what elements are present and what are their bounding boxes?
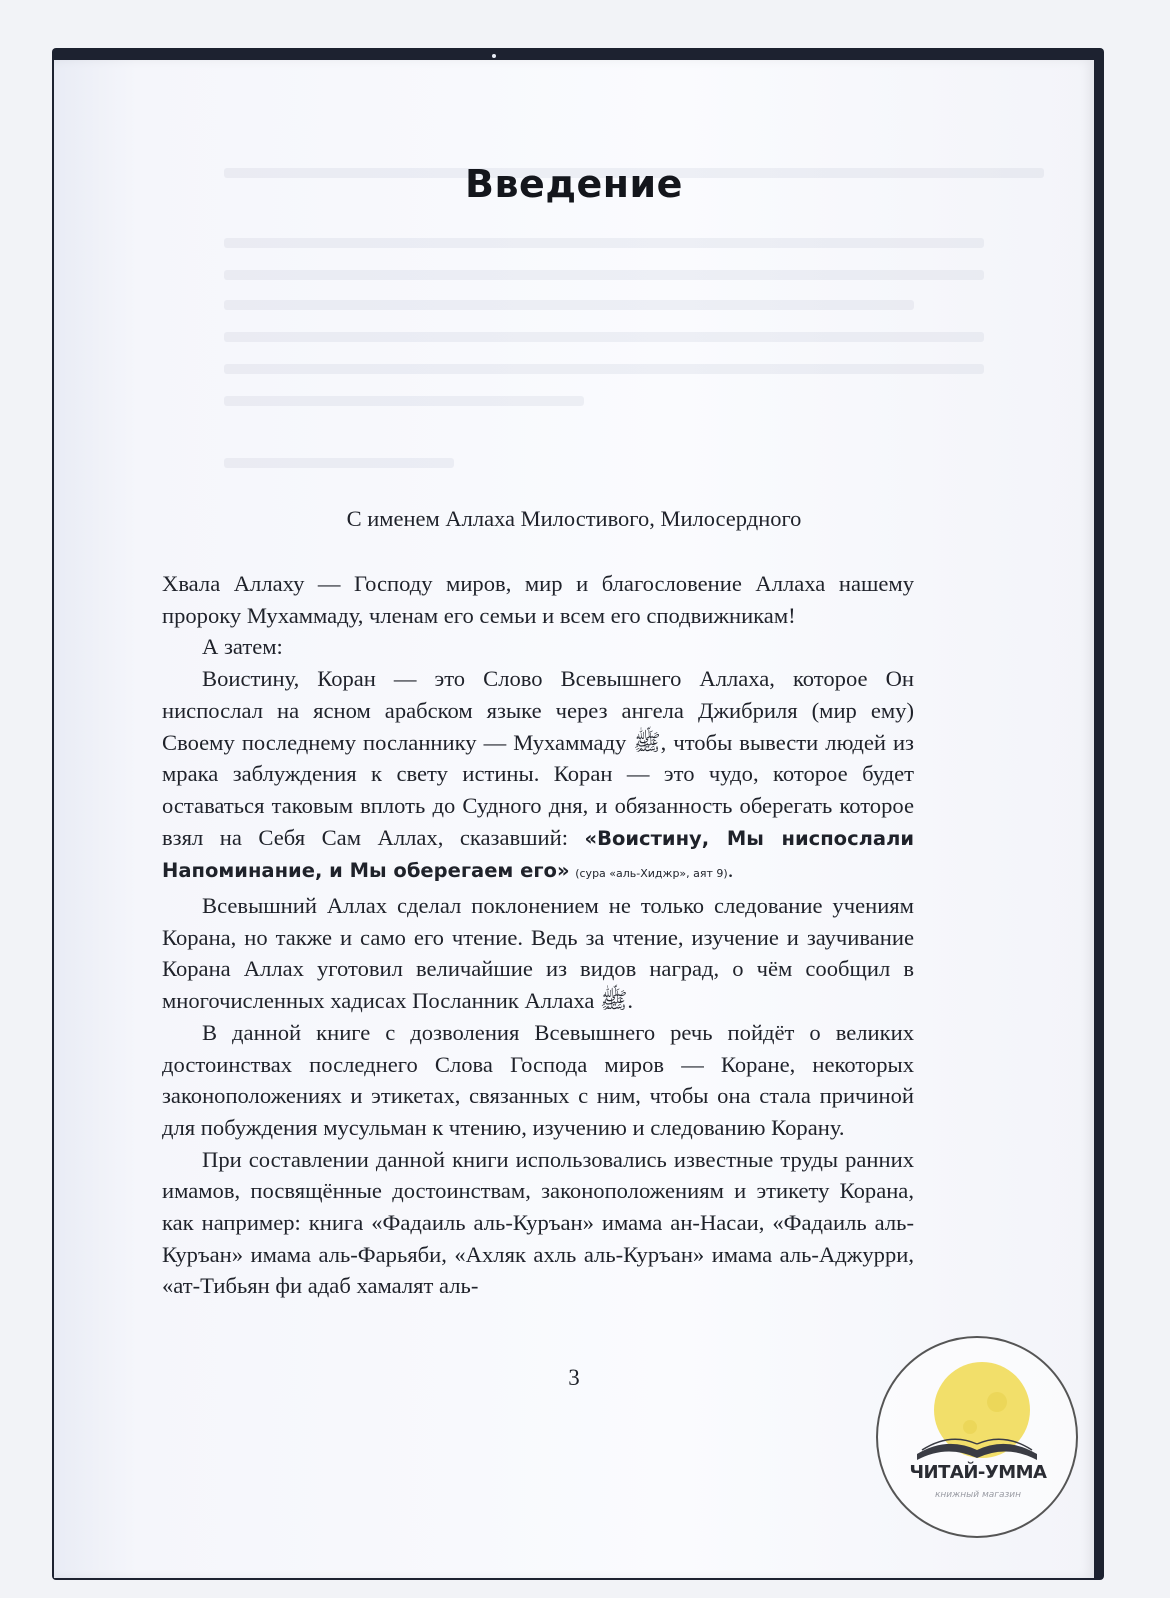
show-through-line xyxy=(224,364,984,374)
paragraph: А затем: xyxy=(202,634,283,660)
basmala: С именем Аллаха Милостивого, Милосердного xyxy=(346,506,802,531)
paragraph-end: . xyxy=(727,857,734,883)
paragraph: В данной книге с дозволения Всевышнего речь пойдёт о великих достоинствах последнего Слова Господа миров — Коране, некоторых законоположениях и этикетах, связанных с ним, чтобы она стала причиной для побуждения мусульман к чтению, изучению и следованию Корану. xyxy=(162,1019,914,1140)
quote-citation: (сура «аль-Хиджр», аят 9) xyxy=(575,867,728,881)
show-through-line xyxy=(224,238,984,248)
paragraph: При составлении данной книги использовались известные труды ранних имамов, посвящённые достоинствам, законоположениям и этикету Корана, как например: книга «Фадаиль аль-Куръан» имама ан-Насаи, «Фадаиль аль-Куръан» имама аль-Фарьяби, «Ахляк ахль аль-Куръан» имама аль-Аджурри, «ат-Тибьян фи адаб хамалят аль- xyxy=(162,1146,914,1299)
paragraph: Всевышний Аллах сделал поклонением не только следование учениям Корана, но также и само его чтение. Ведь за чтение, изучение и заучивание Корана Аллах уготовил величайшие из видов наград, о чём сообщил в многочисленных хадисах Посланник Аллаха ﷺ. xyxy=(162,893,914,1014)
show-through-line xyxy=(224,332,984,342)
paragraph-text: Воистину, Коран — это Слово Всевышнего Аллаха, которое Он ниспослал на ясном арабском языке через ангела Джибриля (мир ему) Своему последнему посланнику — Мухаммаду ﷺ, чтобы вывести людей из мрака заблуждения к свету истины. Коран — это чудо, которое будет оставаться таковым вплоть до Судного дня, и обязанность оберегать которое взял на Себя Сам Аллах, сказавший: xyxy=(162,666,914,850)
paragraph: Хвала Аллаху — Господу миров, мир и благословение Аллаха нашему пророку Мухаммаду, членам его семьи и всем его сподвижникам! xyxy=(162,571,914,628)
store-subtitle: книжный магазин xyxy=(934,1490,1022,1500)
page-number: 3 xyxy=(568,1365,580,1390)
page-title: Введение xyxy=(465,162,683,206)
body-text xyxy=(162,568,914,1302)
show-through-line xyxy=(224,270,984,280)
store-name: ЧИТАЙ-УММА xyxy=(909,1462,1047,1483)
store-logo-icon xyxy=(872,1332,1082,1542)
cover-star xyxy=(492,54,496,58)
show-through-line xyxy=(224,458,454,468)
show-through-line xyxy=(224,396,584,406)
quran-quote: «Воистину, Мы ниспослали Напоминание, и Мы оберегаем его» xyxy=(162,826,915,883)
paragraph xyxy=(162,663,914,890)
show-through-line xyxy=(224,300,914,310)
